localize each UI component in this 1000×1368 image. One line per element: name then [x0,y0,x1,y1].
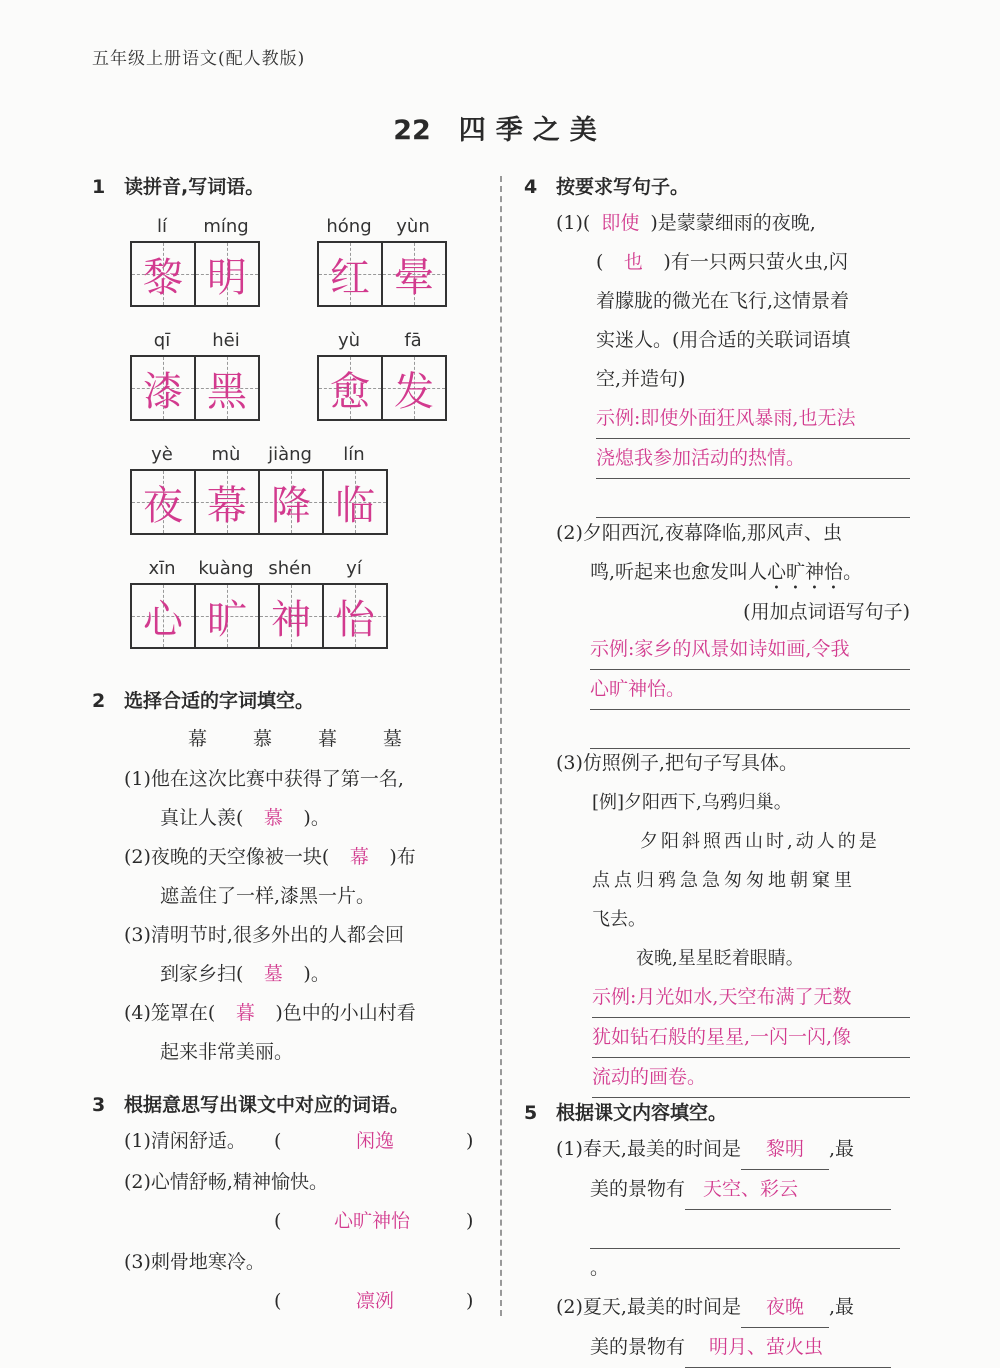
q3-item-2: (2)心情舒畅,精神愉快。 [124,1171,328,1193]
q4-part-3: (3)仿照例子,把句子写具体。 [例]夕阳西下,乌鸦归巢。 夕阳斜照西山时,动人的是 点点归鸦急急匆匆地朝窠里 飞去。 夜晚,星星眨着眼睛。 示例:月光如水,天空布满了无数 犹如钻石般的星星,一闪一闪,像 流动的画卷。 [556,744,910,1098]
q5-items: (1)春天,最美的时间是 黎明 ,最 美的景物有 天空、彩云 。 (2)夏天,最美的时间是 夜晚 ,最 美的景物有 明月、萤火虫 [556,1130,910,1368]
char-cell: 漆 [132,357,196,419]
char-cell: 临 [324,471,386,533]
q2-options: 幕 慕 暮 墓 [188,728,403,750]
char-cell: 红 [319,243,383,305]
column-divider [500,176,502,1316]
char-cell: 明 [196,243,258,305]
char-cell: 愈 [319,357,383,419]
q4-part-1: (1)( 即使 )是蒙蒙细雨的夜晚, ( 也 )有一只两只萤火虫,闪 着朦胧的微光在飞行,这情景着 实迷人。(用合适的关联词语填 空,并造句) 示例:即使外面狂风暴雨,也无法 浇熄我参加活动的热情。 [556,204,910,518]
char-cell: 幕 [196,471,260,533]
q3-item-3: (3)刺骨地寒冷。 [124,1251,265,1273]
q5-item-2: (2)夏天,最美的时间是 夜晚 ,最 [556,1288,910,1328]
q1-word-3: qī hēi 漆 黑 [130,330,260,421]
q1-heading: 1 读拼音,写词语。 [92,176,265,198]
q3-item-1: (1)清闲舒适。 ( 闲逸 ) [124,1130,474,1152]
q2-item-2: (2)夜晚的天空像被一块( 幕 )布 [124,846,416,868]
q3-heading: 3 根据意思写出课文中对应的词语。 [92,1094,410,1116]
char-cell: 夜 [132,471,196,533]
q3-items: (1)清闲舒适。 ( 闲逸 ) (2)心情舒畅,精神愉快。 ( 心旷神怡 ) (3)刺骨地寒冷。 ( 凛冽 ) [124,1122,484,1321]
char-cell: 神 [260,585,324,647]
char-cell: 发 [383,357,445,419]
char-cell: 黎 [132,243,196,305]
q4-part-2: (2)夕阳西沉,夜幕降临,那风声、虫 鸣,听起来也愈发叫人心旷神怡。 (用加点词语写句子) 示例:家乡的风景如诗如画,令我 心旷神怡。 [556,514,910,749]
char-cell: 黑 [196,357,258,419]
q4-heading: 4 按要求写句子。 [524,176,690,198]
char-cell: 怡 [324,585,386,647]
lesson-title: 22 四季之美 [393,115,607,146]
q2-item-3: (3)清明节时,很多外出的人都会回 [124,924,404,946]
q5-item-1: (1)春天,最美的时间是 黎明 ,最 [556,1130,910,1170]
q1-word-5: yè mù jiàng lín 夜 幕 降 临 [130,444,388,535]
q2-heading: 2 选择合适的字词填空。 [92,690,315,712]
char-cell: 晕 [383,243,445,305]
q2-item-4: (4)笼罩在( 暮 )色中的小山村看 [124,1002,416,1024]
q1-word-4: yù fā 愈 发 [317,330,447,421]
char-cell: 心 [132,585,196,647]
q1-word-6: xīn kuàng shén yí 心 旷 神 怡 [130,558,388,649]
q2-item-1: (1)他在这次比赛中获得了第一名, [124,768,404,790]
q2-items: (1)他在这次比赛中获得了第一名, 真让人羡( 慕 )。 (2)夜晚的天空像被一块( 幕 )布 遮盖住了一样,漆黑一片。 (3)清明节时,很多外出的人都会回 到家乡扫( 墓 )。 (4)笼罩在( 暮 )色中的小山村看 起来非常美丽。 [124,760,484,1072]
q1-word-1: lí míng 黎 明 [130,216,260,307]
char-cell: 降 [260,471,324,533]
page-header: 五年级上册语文(配人教版) [92,49,306,69]
q5-heading: 5 根据课文内容填空。 [524,1102,728,1124]
q1-word-2: hóng yùn 红 晕 [317,216,447,307]
char-cell: 旷 [196,585,260,647]
